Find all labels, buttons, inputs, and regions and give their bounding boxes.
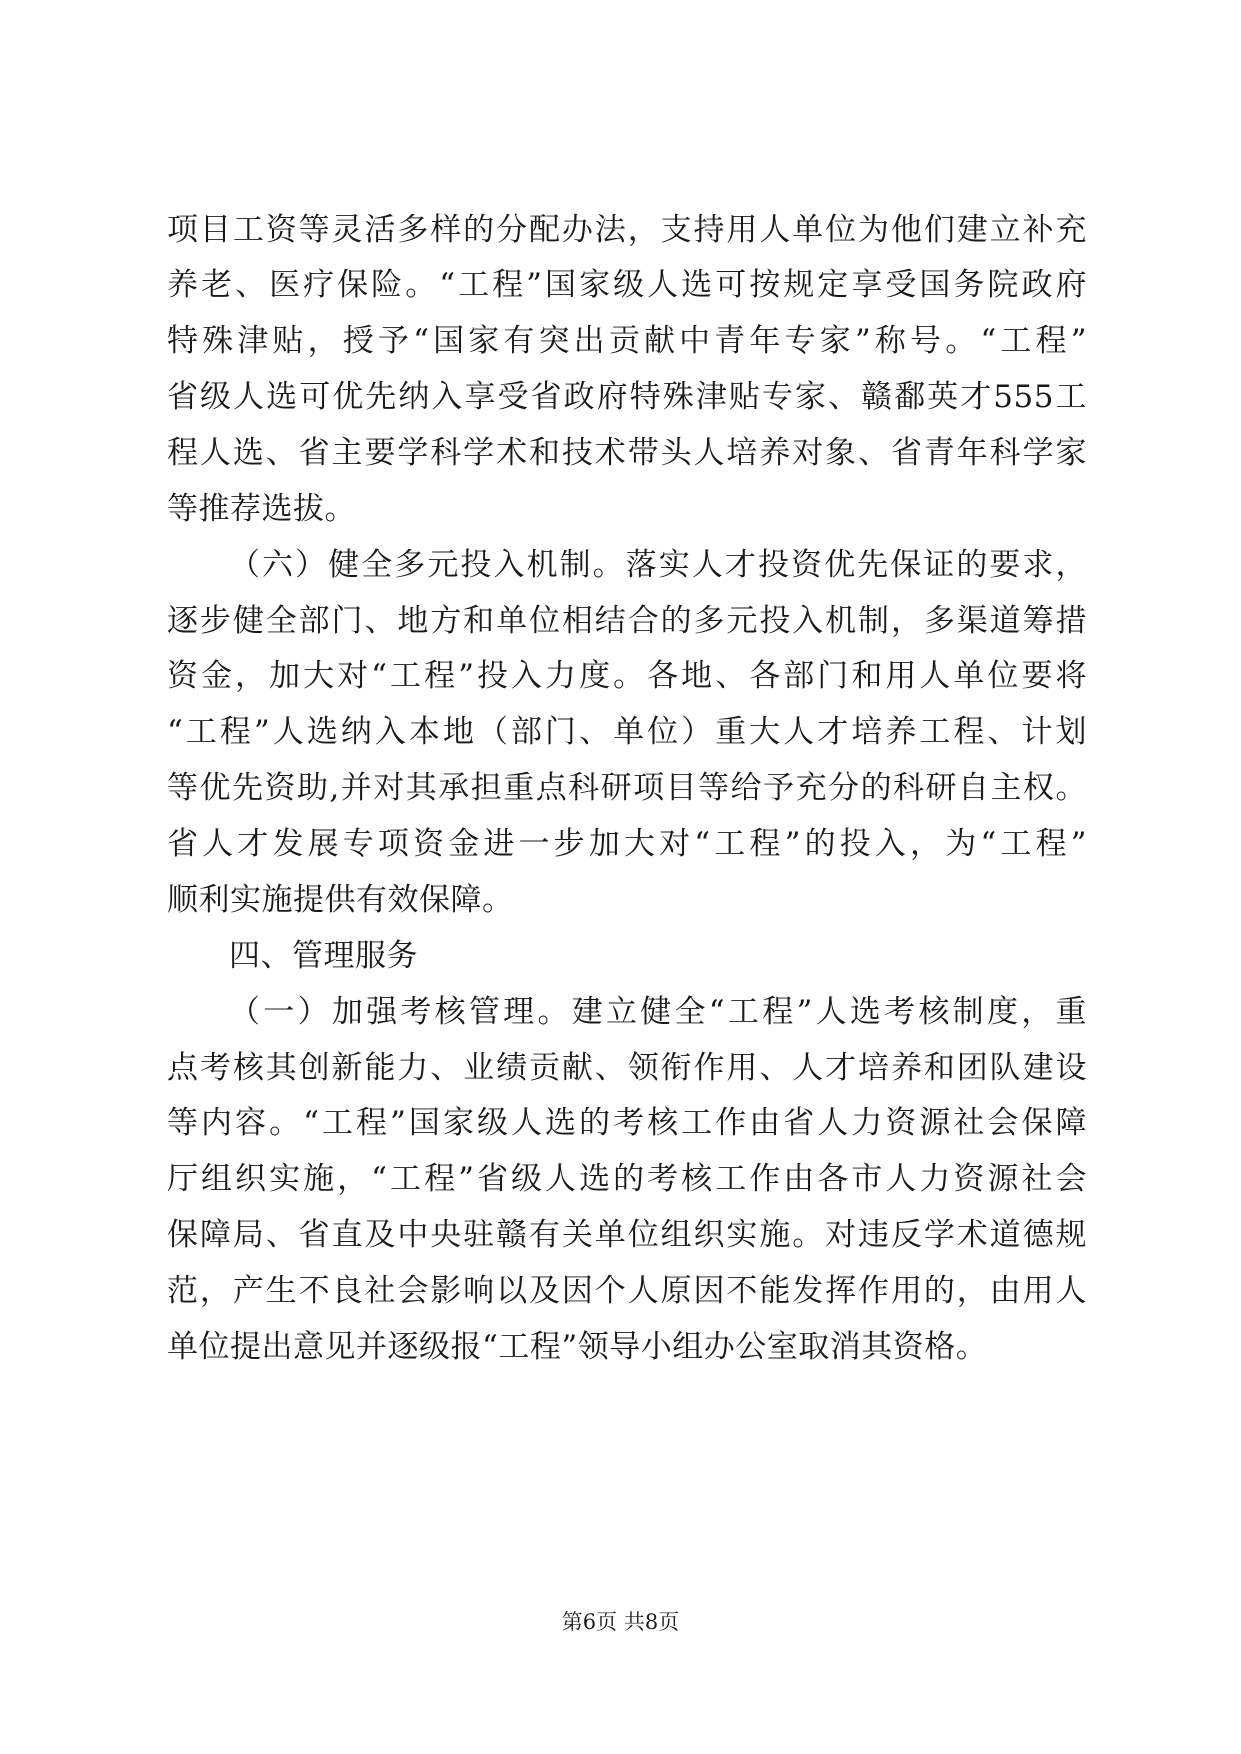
body-line: 资金，加大对“工程”投入力度。各地、各部门和用人单位要将 <box>167 658 1087 694</box>
body-line: 保障局、省直及中央驻赣有关单位组织实施。对违反学术道德规 <box>167 1217 1087 1253</box>
body-line: 等内容。“工程”国家级人选的考核工作由省人力资源社会保障 <box>167 1105 1087 1141</box>
body-line: 程人选、省主要学科学术和技术带头人培养对象、省青年科学家 <box>167 435 1087 471</box>
body-line: 等推荐选拔。 <box>167 491 356 527</box>
section-heading: 四、管理服务 <box>229 938 418 974</box>
body-line: 养老、医疗保险。“工程”国家级人选可按规定享受国务院政府 <box>167 267 1087 303</box>
body-line: 单位提出意见并逐级报“工程”领导小组办公室取消其资格。 <box>167 1329 988 1365</box>
body-line: 点考核其创新能力、业绩贡献、领衔作用、人才培养和团队建设 <box>167 1050 1087 1086</box>
body-line: “工程”人选纳入本地（部门、单位）重大人才培养工程、计划 <box>167 714 1087 750</box>
paragraph-heading-line: （六）健全多元投入机制。落实人才投资优先保证的要求， <box>229 547 1087 583</box>
body-line: 顺利实施提供有效保障。 <box>167 882 514 918</box>
body-line: 项目工资等灵活多样的分配办法，支持用人单位为他们建立补充 <box>167 212 1087 248</box>
body-line: 等优先资助,并对其承担重点科研项目等给予充分的科研自主权。 <box>167 770 1087 806</box>
body-line: 省人才发展专项资金进一步加大对“工程”的投入，为“工程” <box>167 826 1087 862</box>
body-line: 省级人选可优先纳入享受省政府特殊津贴专家、赣鄱英才555工 <box>167 379 1087 415</box>
body-line: 厅组织实施，“工程”省级人选的考核工作由各市人力资源社会 <box>167 1161 1087 1197</box>
body-line: 范，产生不良社会影响以及因个人原因不能发挥作用的，由用人 <box>167 1273 1087 1309</box>
body-line: 特殊津贴，授予“国家有突出贡献中青年专家”称号。“工程” <box>167 323 1087 359</box>
body-line: 逐步健全部门、地方和单位相结合的多元投入机制，多渠道筹措 <box>167 603 1087 639</box>
paragraph-heading-line: （一）加强考核管理。建立健全“工程”人选考核制度，重 <box>229 994 1087 1030</box>
page-number-footer: 第6页 共8页 <box>561 1610 680 1634</box>
